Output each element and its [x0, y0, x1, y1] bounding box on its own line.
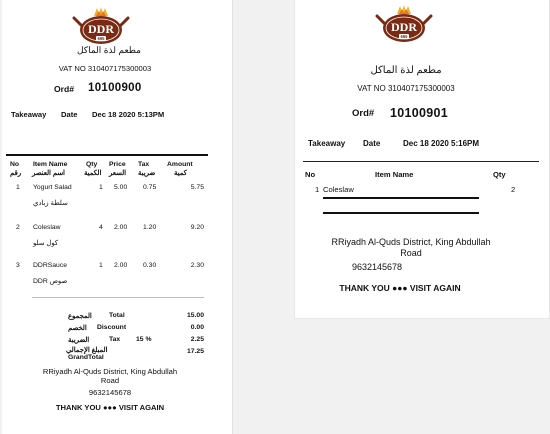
address-line-2: Road: [100, 376, 120, 385]
col-header-amount: Amount: [167, 161, 193, 168]
address-line-2: Road: [400, 248, 422, 258]
discount-label: Discount: [97, 324, 127, 331]
logo-subtext: 665: [97, 36, 105, 42]
discount-label-ar: الخصم: [68, 325, 87, 332]
col-header-qty-ar: الكمية: [84, 170, 102, 177]
item-qty: 1: [99, 184, 103, 191]
date-value: Dec 18 2020 5:16PM: [403, 139, 480, 148]
ddr-logo: [72, 6, 130, 48]
item-name-ar: كول سلو: [33, 240, 59, 247]
thank-you-message: THANK YOU ●●● VISIT AGAIN: [339, 283, 461, 293]
vat-number: VAT NO 310407175300003: [58, 64, 152, 73]
order-label: Ord#: [352, 108, 375, 119]
date-label: Date: [363, 139, 381, 148]
col-header-item: Item Name: [375, 170, 414, 179]
col-header-tax: Tax: [138, 161, 150, 168]
col-header-qty: Qty: [493, 170, 506, 179]
item-tax: 0.30: [143, 262, 157, 269]
item-underline-rule: [323, 197, 479, 199]
item-qty: 2: [511, 185, 516, 194]
total-label: Total: [109, 312, 125, 319]
items-bottom-rule: [323, 212, 479, 214]
item-name-ar: سلطة زبادي: [33, 200, 68, 207]
col-header-price-ar: السعر: [109, 170, 127, 177]
grand-total-value: 17.25: [186, 348, 204, 355]
address-line-1: RRiyadh Al-Quds District, King Abdullah: [331, 237, 491, 247]
service-type: Takeaway: [11, 110, 47, 119]
grand-total-label-ar: المبلغ الإجمالي: [66, 347, 108, 354]
col-header-no: No: [305, 170, 316, 179]
col-header-amount-ar: كمية: [174, 170, 187, 177]
service-type: Takeaway: [308, 139, 346, 148]
item-qty: 1: [99, 262, 103, 269]
receipt-order-10100901: [294, 0, 550, 319]
logo-subtext: 665: [400, 34, 408, 40]
phone-number: 9632145678: [351, 262, 403, 272]
restaurant-name: مطعم لذة الماكل: [76, 45, 141, 55]
order-number: 10100900: [88, 82, 142, 94]
col-header-qty: Qty: [86, 161, 98, 168]
tax-label-ar: الضريبة: [68, 337, 90, 344]
restaurant-name: مطعم لذة الماكل: [370, 65, 442, 76]
tax-value: 2.25: [190, 336, 204, 343]
col-header-no-ar: رقم: [10, 170, 22, 177]
col-header-price: Price: [109, 161, 126, 168]
item-amount: 2.30: [190, 262, 204, 269]
col-header-item: Item Name: [33, 161, 68, 168]
item-name: Coleslaw: [33, 224, 61, 231]
item-no: 1: [16, 184, 20, 191]
item-amount: 5.75: [190, 184, 204, 191]
item-no: 2: [16, 224, 20, 231]
order-label: Ord#: [54, 84, 75, 94]
logo-text: DDR: [88, 22, 114, 36]
item-price: 2.00: [114, 262, 128, 269]
vat-number: VAT NO 310407175300003: [357, 84, 455, 93]
item-tax: 1.20: [143, 224, 157, 231]
col-header-tax-ar: ضريبة: [138, 170, 156, 177]
item-name-ar: صوص DDR: [33, 278, 68, 285]
order-number: 10100901: [390, 106, 449, 120]
items-bottom-rule: [32, 297, 204, 298]
tax-percent: 15 %: [136, 336, 152, 343]
address-line-1: RRiyadh Al-Quds District, King Abdullah: [42, 367, 178, 376]
grand-total-label: GrandTotal: [68, 354, 104, 361]
col-header-item-ar: اسم العنصر: [32, 170, 65, 177]
item-name: DDRSauce: [33, 262, 67, 269]
logo-text: DDR: [391, 20, 417, 34]
col-header-no: No: [10, 161, 20, 168]
discount-value: 0.00: [190, 324, 204, 331]
item-price: 2.00: [114, 224, 128, 231]
item-qty: 4: [99, 224, 103, 231]
item-name: Coleslaw: [323, 185, 354, 194]
item-amount: 9.20: [190, 224, 204, 231]
item-name: Yogurt Salad: [33, 184, 72, 191]
date-value: Dec 18 2020 5:13PM: [92, 110, 165, 119]
ddr-logo: [375, 4, 433, 46]
total-label-ar: المجموع: [68, 313, 92, 320]
thank-you-message: THANK YOU ●●● VISIT AGAIN: [55, 403, 165, 412]
item-tax: 0.75: [143, 184, 157, 191]
item-no: 3: [16, 262, 20, 269]
item-no: 1: [315, 185, 320, 194]
date-label: Date: [61, 110, 78, 119]
tax-label: Tax: [109, 336, 121, 343]
total-value: 15.00: [186, 312, 204, 319]
phone-number: 9632145678: [88, 388, 132, 397]
header-top-rule: [303, 161, 539, 162]
header-top-rule: [6, 154, 208, 156]
receipt-order-10100900: [2, 0, 233, 434]
item-price: 5.00: [114, 184, 128, 191]
